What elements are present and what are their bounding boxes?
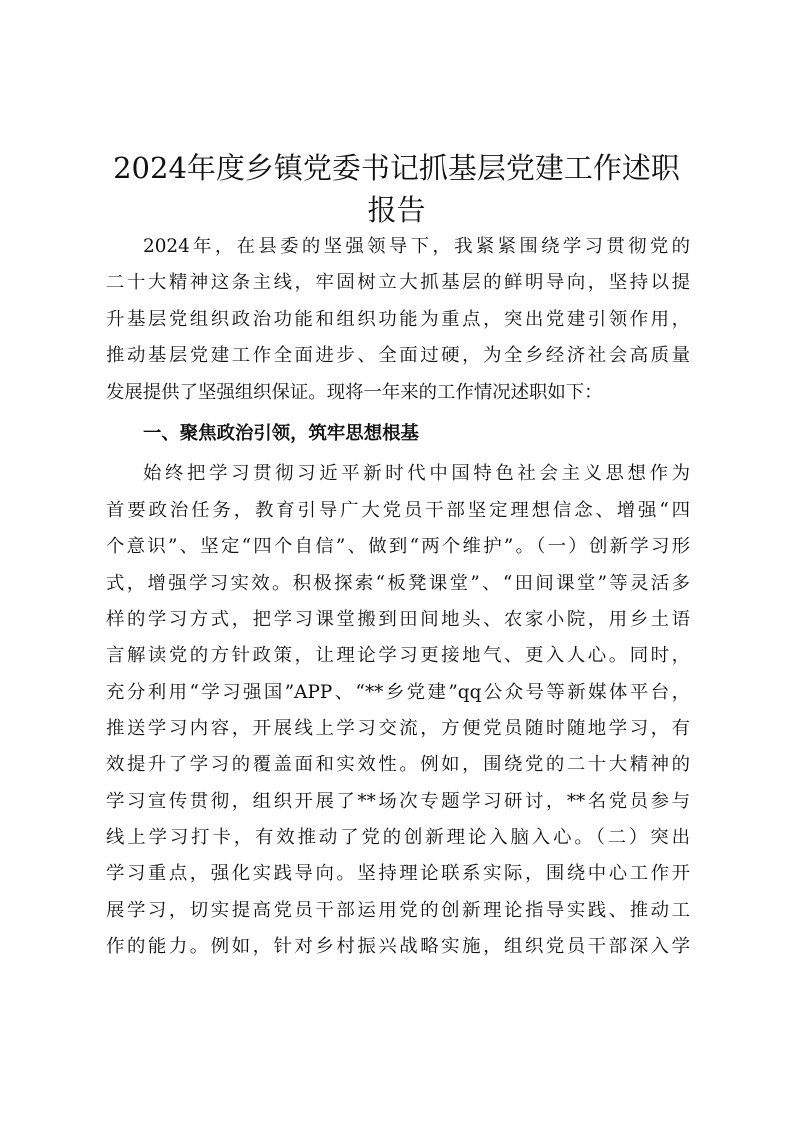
body-line: 式，增强学习实效。积极探索“板凳课堂”、“田间课堂”等灵活多 bbox=[106, 573, 690, 594]
body-line: 言解读党的方针政策，让理论学习更接地气、更入人心。同时， bbox=[106, 645, 690, 666]
body-line: 学习宣传贯彻，组织开展了**场次专题学习研讨，**名党员参与 bbox=[106, 791, 690, 812]
body-line: 首要政治任务，教育引导广大党员干部坚定理想信念、增强“四 bbox=[106, 500, 690, 521]
intro-line: 二十大精神这条主线，牢固树立大抓基层的鲜明导向，坚持以提 bbox=[106, 272, 690, 293]
body-line: 个意识”、坚定“四个自信”、做到“两个维护”。（一）创新学习形 bbox=[106, 536, 690, 557]
document-title-line-2: 报告 bbox=[367, 193, 426, 227]
body-line: 作的能力。例如，针对乡村振兴战略实施，组织党员干部深入学 bbox=[106, 936, 690, 957]
body-line: 展学习，切实提高党员干部运用党的创新理论指导实践、推动工 bbox=[106, 900, 690, 921]
body-line: 学习重点，强化实践导向。坚持理论联系实际，围绕中心工作开 bbox=[106, 863, 690, 884]
body-line: 始终把学习贯彻习近平新时代中国特色社会主义思想作为 bbox=[143, 463, 690, 484]
body-line: 样的学习方式，把学习课堂搬到田间地头、农家小院，用乡土语 bbox=[106, 609, 690, 630]
section-heading: 一、聚焦政治引领，筑牢思想根基 bbox=[143, 423, 419, 444]
intro-line: 推动基层党建工作全面进步、全面过硬，为全乡经济社会高质量 bbox=[106, 345, 690, 366]
intro-line: 2024年，在县委的坚强领导下，我紧紧围绕学习贯彻党的 bbox=[143, 236, 690, 257]
intro-line: 升基层党组织政治功能和组织功能为重点，突出党建引领作用， bbox=[106, 309, 690, 330]
body-line: 线上学习打卡，有效推动了党的创新理论入脑入心。（二）突出 bbox=[106, 827, 690, 848]
body-line: 推送学习内容，开展线上学习交流，方便党员随时随地学习，有 bbox=[106, 718, 690, 739]
body-line: 效提升了学习的覆盖面和实效性。例如，围绕党的二十大精神的 bbox=[106, 754, 690, 775]
document-title-line-1: 2024年度乡镇党委书记抓基层党建工作述职 bbox=[113, 151, 680, 185]
body-line: 充分利用“学习强国”APP、“**乡党建”qq公众号等新媒体平台， bbox=[106, 682, 690, 703]
intro-line: 发展提供了坚强组织保证。现将一年来的工作情况述职如下： bbox=[106, 382, 603, 403]
